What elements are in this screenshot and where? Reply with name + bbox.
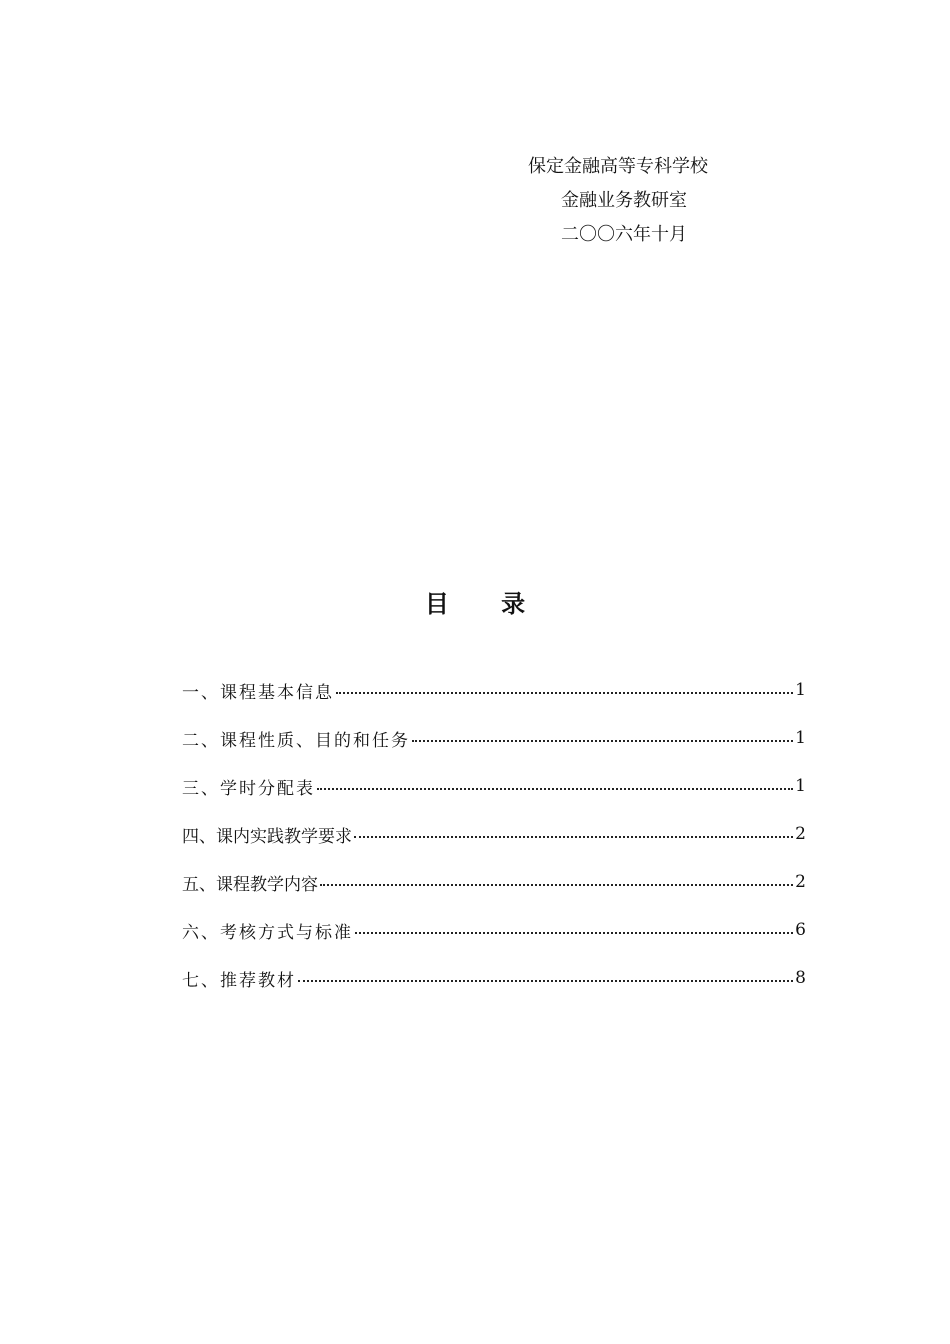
office-name: 金融业务教研室	[561, 190, 687, 211]
toc-dot-leader	[354, 836, 793, 838]
toc-item-page: 2	[795, 824, 806, 844]
toc-item-page: 1	[795, 680, 806, 700]
toc-item[interactable]	[182, 666, 806, 714]
toc-item-label: 六、考核方式与标准	[182, 922, 353, 943]
toc-item-page: 6	[795, 920, 806, 940]
toc-dot-leader	[317, 788, 793, 790]
toc-item-label: 二、课程性质、目的和任务	[182, 730, 410, 751]
document-date: 二〇〇六年十月	[561, 224, 687, 245]
toc-item[interactable]	[182, 810, 806, 858]
toc-item-label: 一、课程基本信息	[182, 682, 334, 703]
toc-item[interactable]	[182, 954, 806, 1002]
toc-title: 目 录	[424, 589, 548, 618]
toc-dot-leader	[320, 884, 793, 886]
toc-item-label: 五、课程教学内容	[182, 874, 318, 895]
toc-item[interactable]	[182, 762, 806, 810]
toc-item-page: 2	[795, 872, 806, 892]
toc-dot-leader	[355, 932, 793, 934]
table-of-contents	[182, 666, 806, 1002]
toc-item[interactable]	[182, 906, 806, 954]
toc-dot-leader	[412, 740, 793, 742]
toc-item-label: 四、课内实践教学要求	[182, 826, 352, 847]
toc-dot-leader	[298, 980, 793, 982]
toc-item-label: 三、学时分配表	[182, 778, 315, 799]
toc-item-label: 七、推荐教材	[182, 970, 296, 991]
toc-item[interactable]	[182, 858, 806, 906]
toc-item-page: 1	[795, 776, 806, 796]
toc-item-page: 1	[795, 728, 806, 748]
school-name: 保定金融高等专科学校	[528, 156, 708, 177]
toc-item[interactable]	[182, 714, 806, 762]
toc-item-page: 8	[795, 968, 806, 988]
toc-dot-leader	[336, 692, 793, 694]
